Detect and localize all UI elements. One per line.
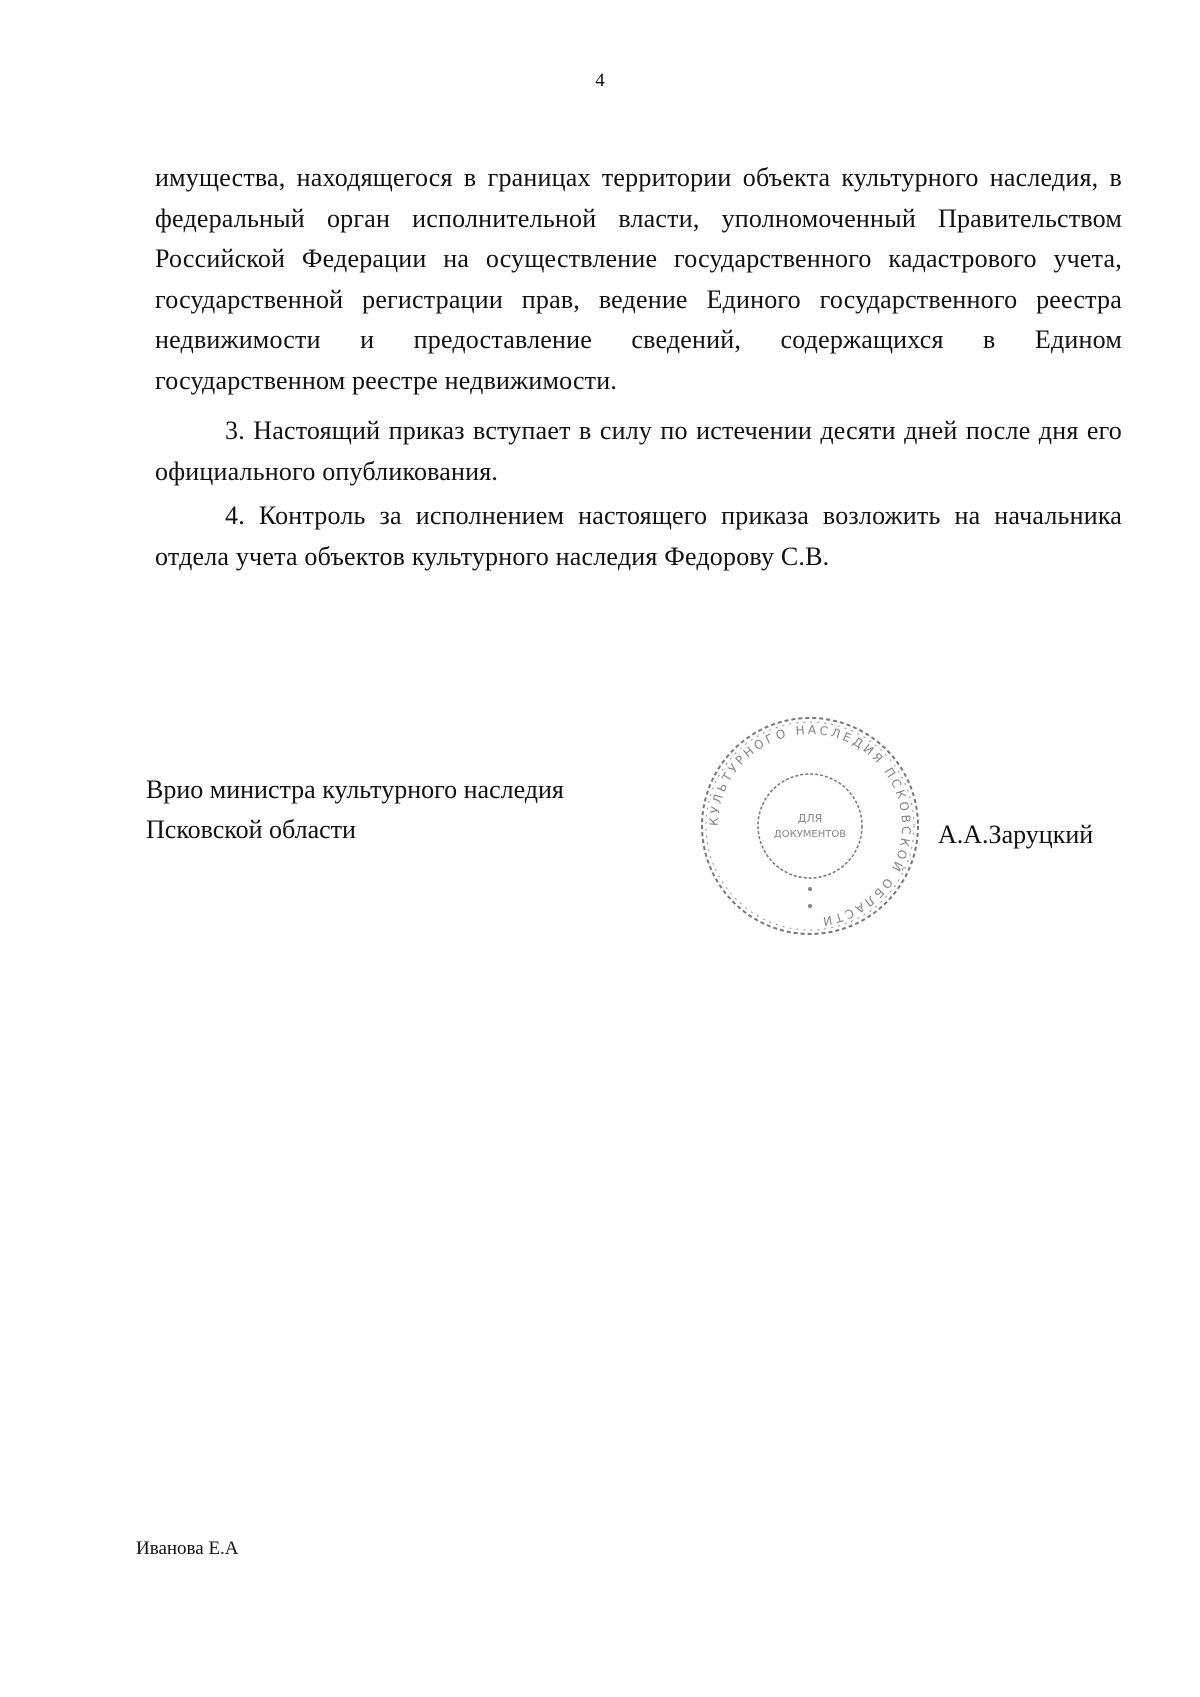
author-name: Иванова Е.А [136,1538,239,1559]
stamp-outer-text: КУЛЬТУРНОГО НАСЛЕДИЯ ПСКОВСКОЙ ОБЛАСТИ [706,722,914,929]
signature-block [146,770,564,850]
stamp-inner-text-1: ДЛЯ [797,812,823,825]
official-stamp [690,706,930,946]
document-body [155,158,1122,577]
paragraph-continuation: имущества, находящегося в границах территории объекта культурного наследия, в федеральный орган исполнительной власти, уполномоченный Правительством Российской Федерации на осуществление государственного кадастрового учета, государственной регистрации прав, ведение Единого государственного реестра недвижимости и предоставление сведений, содержащихся в Едином государственном реестре недвижимости. [155,163,1122,395]
stamp-dot-icon [808,904,812,908]
stamp-inner-text-2: ДОКУМЕНТОВ [773,829,847,840]
page-number: 4 [595,70,605,91]
stamp-inner-ring [758,774,862,878]
stamp-outer-ring [702,718,918,934]
signer-name: А.А.Заруцкий [938,820,1094,849]
stamp-dot-icon [808,887,812,891]
paragraph-3: 3. Настоящий приказ вступает в силу по истечении десяти дней после дня его официального опубликования. [155,416,1122,486]
signer-position-line1: Врио министра культурного наследия [146,775,564,804]
signer-position-line2: Псковской области [146,815,356,844]
paragraph-4: 4. Контроль за исполнением настоящего приказа возложить на начальника отдела учета объектов культурного наследия Федорову С.В. [155,501,1122,571]
